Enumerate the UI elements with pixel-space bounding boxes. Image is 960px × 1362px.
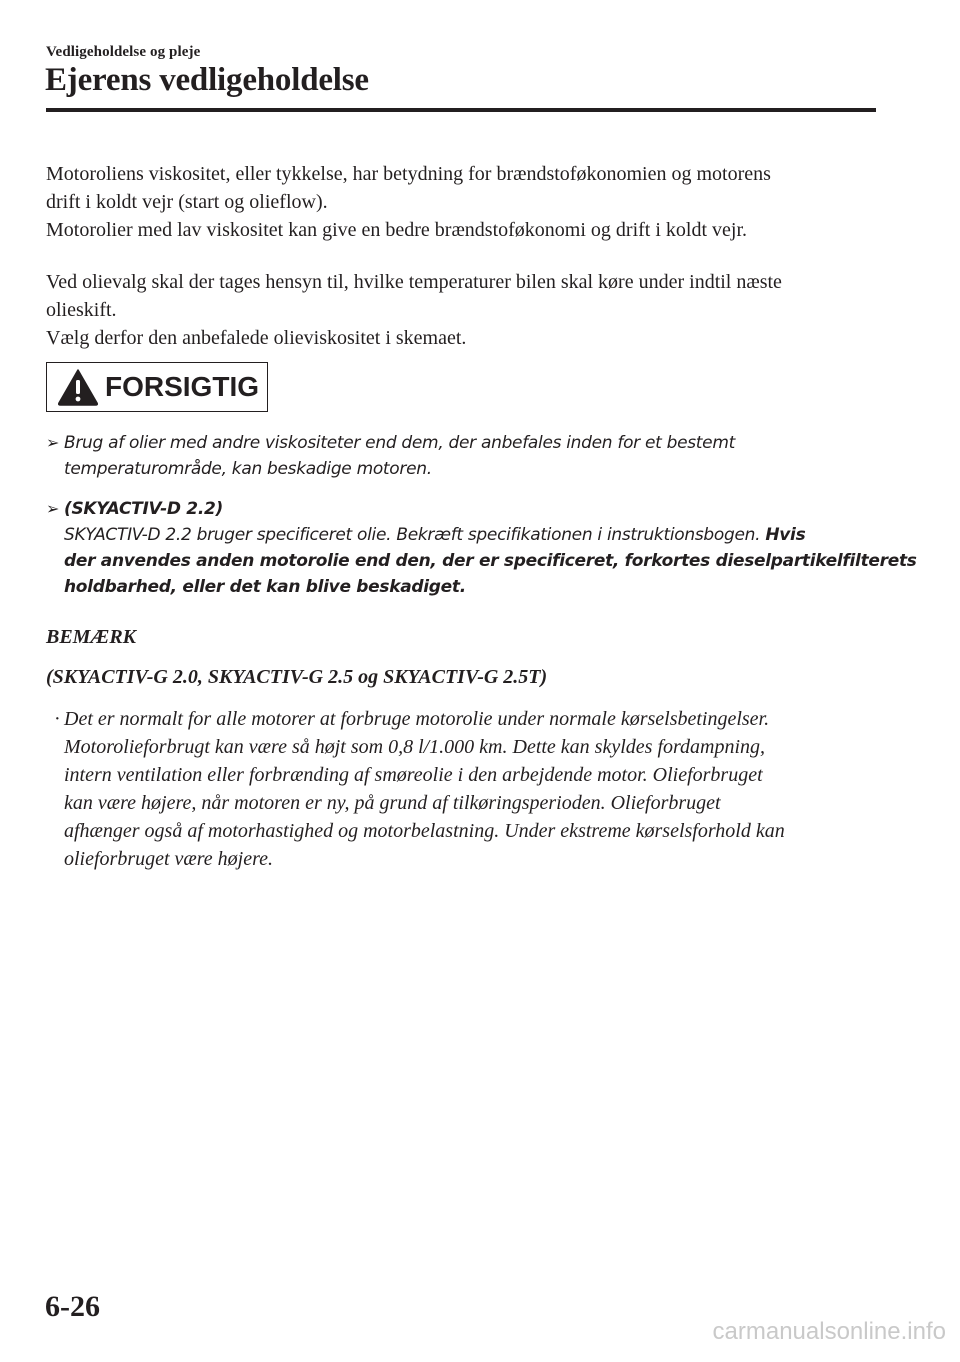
arrow-bullet-icon: ➢ bbox=[46, 499, 60, 518]
section-header: Vedligeholdelse og pleje bbox=[46, 44, 201, 60]
text-line: Det er normalt for alle motorer at forbruge motorolie under normale kørselsbetingelser. bbox=[64, 708, 770, 730]
text-line-bold: Hvis bbox=[765, 525, 806, 545]
caution-item-heading: (SKYACTIV-D 2.2) bbox=[64, 499, 223, 519]
warning-triangle-icon bbox=[57, 368, 99, 406]
text-line: Motorolier med lav viskositet kan give en bedre brændstoføkonomi og drift i koldt vejr. bbox=[46, 219, 747, 241]
caution-box bbox=[46, 362, 268, 412]
watermark[interactable]: carmanualsonline.info bbox=[712, 1318, 946, 1345]
arrow-bullet-icon: ➢ bbox=[46, 433, 60, 452]
text-line: olieskift. bbox=[46, 299, 117, 321]
text-line: kan være højere, når motoren er ny, på grund af tilkøringsperioden. Olieforbruget bbox=[64, 792, 721, 814]
text-line: temperaturområde, kan beskadige motoren. bbox=[64, 459, 432, 479]
text-line: afhænger også af motorhastighed og motorbelastning. Under ekstreme kørselsforhold kan bbox=[64, 820, 785, 842]
caution-label: FORSIGTIG bbox=[105, 371, 259, 402]
text-line: Vælg derfor den anbefalede olieviskositet i skemaet. bbox=[46, 327, 467, 349]
page-title: Ejerens vedligeholdelse bbox=[45, 62, 369, 98]
text-line: intern ventilation eller forbrænding af smøreolie i den arbejdende motor. Olieforbruget bbox=[64, 764, 763, 786]
text-line: drift i koldt vejr (start og olieflow). bbox=[46, 191, 328, 213]
note-label: BEMÆRK bbox=[46, 626, 137, 648]
page-number: 6-26 bbox=[45, 1290, 100, 1323]
text-line: Brug af olier med andre viskositeter end dem, der anbefales inden for et bestemt bbox=[64, 433, 735, 453]
text-line: Motoroliens viskositet, eller tykkelse, har betydning for brændstoføkonomien og motorens bbox=[46, 163, 771, 185]
bullet-dot-icon: · bbox=[54, 708, 61, 730]
text-line: Motorolieforbrugt kan være så højt som 0,8 l/1.000 km. Dette kan skyldes fordampning, bbox=[64, 736, 766, 758]
text-line-bold: holdbarhed, eller det kan blive beskadiget. bbox=[64, 577, 466, 597]
text-line: olieforbruget være højere. bbox=[64, 848, 274, 870]
note-subheading: (SKYACTIV-G 2.0, SKYACTIV-G 2.5 og SKYACTIV-G 2.5T) bbox=[46, 666, 548, 688]
intro-paragraph-2 bbox=[46, 268, 876, 352]
intro-paragraph-1 bbox=[46, 160, 876, 244]
text-line-bold: der anvendes anden motorolie end den, der er specificeret, forkortes dieselpartikelfilterets bbox=[64, 551, 917, 571]
text-line: SKYACTIV-D 2.2 bruger specificeret olie. Bekræft specifikationen i instruktionsbogen. bbox=[64, 525, 766, 545]
text-line: Ved olievalg skal der tages hensyn til, hvilke temperaturer bilen skal køre under indtil næste bbox=[46, 271, 782, 293]
header-rule bbox=[46, 108, 876, 112]
